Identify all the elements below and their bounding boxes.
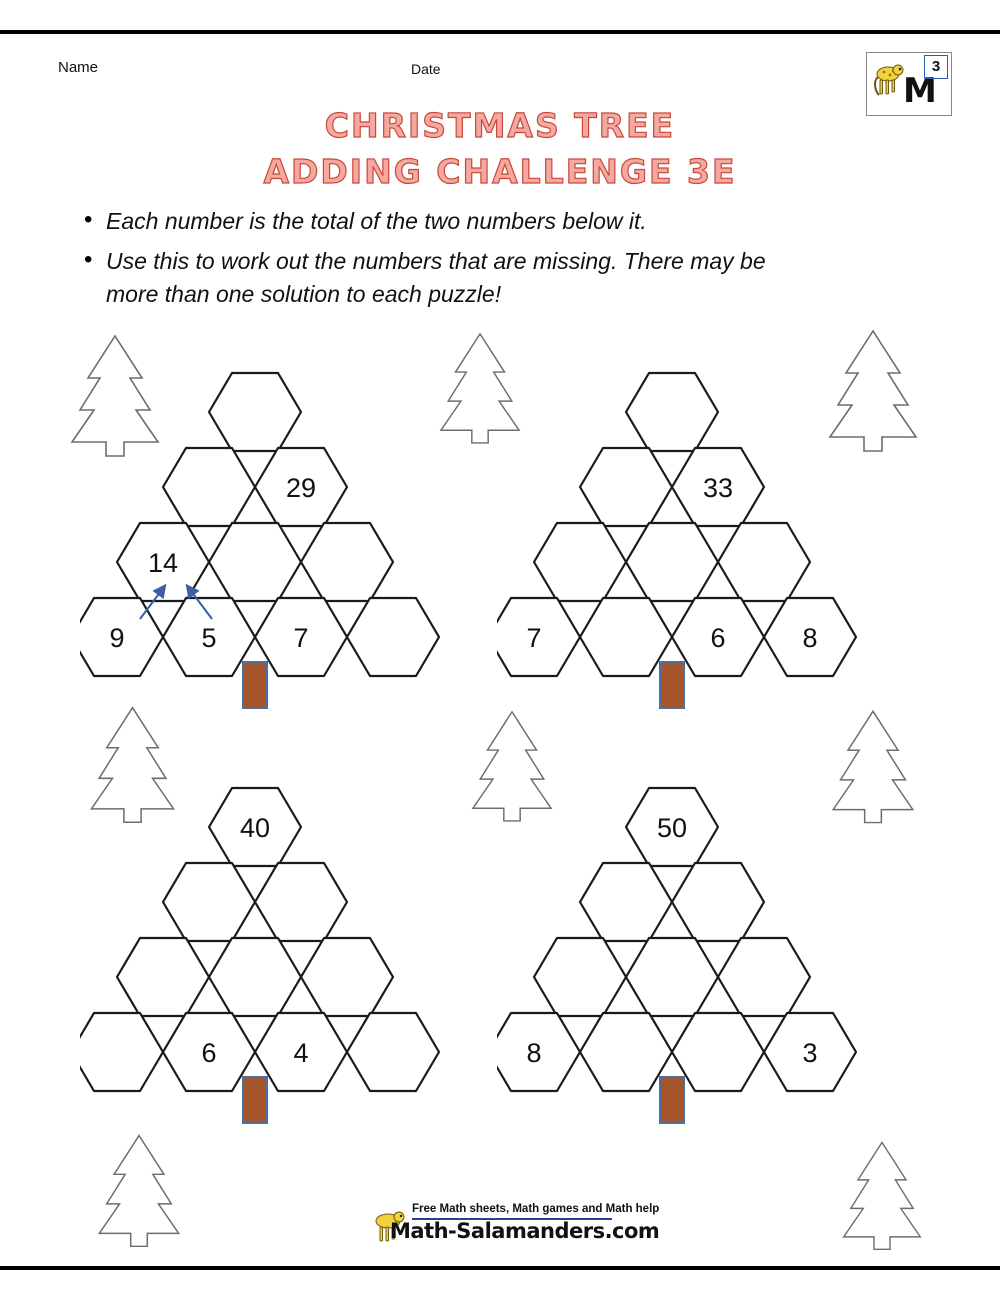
puzzle-4-pyramid [497,785,857,1115]
puzzle-2-r4c3: 6 [710,623,726,653]
grade-badge: 3 [924,55,948,79]
footer-logo [370,1203,660,1255]
puzzle-1-r2c2: 29 [285,473,317,503]
salamander-icon [871,61,905,101]
footer-tagline: Free Math sheets, Math games and Math help [412,1203,660,1215]
instructions [84,205,934,318]
footer [0,1203,1000,1260]
puzzle-2-r4c1: 7 [526,623,542,653]
salamanders-m-logo: M [903,71,935,111]
puzzle-3 [80,785,440,1115]
instruction-item [84,205,934,238]
puzzle-3-trunk [242,1076,268,1124]
bullet-icon: • [84,206,93,233]
bottom-divider [0,1266,1000,1270]
instruction-text-continued: more than one solution to each puzzle! [106,281,502,307]
decorative-tree-icon [818,325,928,455]
puzzle-1-r4c2: 5 [201,623,217,653]
puzzle-2-pyramid [497,370,857,700]
puzzle-2-r4c4: 8 [802,623,818,653]
decorative-tree-icon [822,703,924,829]
puzzle-3-pyramid [80,785,440,1115]
instruction-item [84,245,934,311]
puzzle-1-trunk [242,661,268,709]
puzzle-3-r4c2: 6 [201,1038,217,1068]
decorative-tree-icon [60,330,170,460]
puzzle-3-r1c1: 40 [239,813,271,843]
puzzle-4-r4c4: 3 [802,1038,818,1068]
puzzle-4 [497,785,857,1115]
instruction-text: Each number is the total of the two numbers below it. [106,208,647,234]
puzzle-2-trunk [659,661,685,709]
instruction-text: Use this to work out the numbers that are missing. There may be [106,248,766,274]
decorative-tree-icon [430,325,530,450]
bullet-icon: • [84,246,93,273]
puzzle-4-r4c1: 8 [526,1038,542,1068]
page-title-line1: CHRISTMAS TREE [324,106,676,145]
puzzle-4-r1c1: 50 [656,813,688,843]
name-label: Name [58,59,99,76]
decorative-tree-icon [80,700,185,828]
puzzle-4-trunk [659,1076,685,1124]
puzzle-1-r4c3: 7 [293,623,309,653]
top-divider [0,30,1000,34]
puzzle-1-arrows [126,573,236,640]
puzzle-2 [497,370,857,700]
footer-url: Math-Salamanders.com [390,1219,660,1243]
puzzle-1-r4c1: 9 [109,623,125,653]
page-title-line2: ADDING CHALLENGE 3E [263,152,737,191]
date-label: Date [411,61,441,77]
puzzle-3-r4c3: 4 [293,1038,309,1068]
decorative-tree-icon [462,703,562,828]
puzzle-1-r3c1: 14 [147,548,179,578]
puzzle-2-r2c2: 33 [702,473,734,503]
